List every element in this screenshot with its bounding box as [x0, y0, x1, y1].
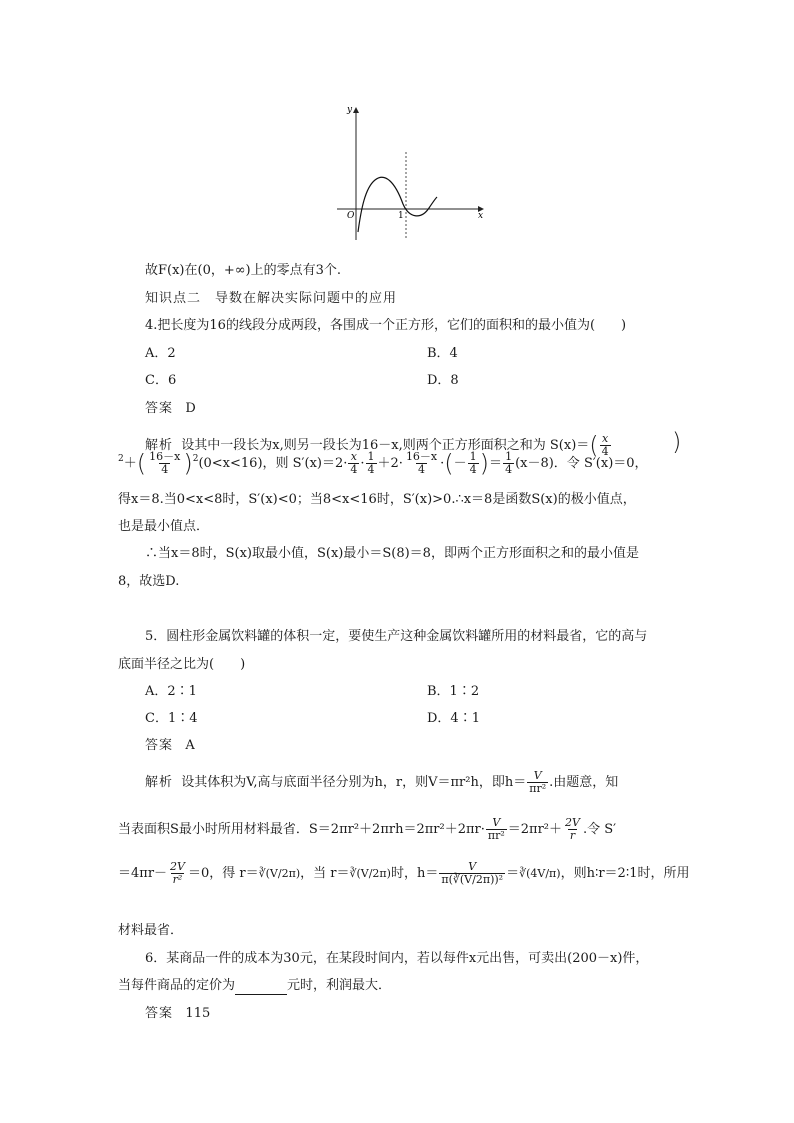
q4-analysis-line2: $^2$＋( $\frac{16-x}{4}$ )$^2$(0<x<16)，则 S′(x)＝2· $\frac{x}{4}$ · $\frac{1}{4}$ ＋2· $\frac{16-x}{4}$ ·(－ $\frac{1}{4}$ )＝ $\frac{1}{4}$ (x－8)．令 S′(x)＝0， — [118, 449, 648, 478]
q5-option-c: C．1∶4 — [145, 711, 198, 726]
frac-2V-over-r: $\frac{2V}{r}$ — [565, 816, 580, 842]
frac-2V-over-r2: $\frac{2V}{\text{r²}}$ — [170, 860, 185, 886]
frac-1-over-4-b: $\frac{1}{4}$ — [469, 450, 477, 476]
intro-conclusion: 故F(x)在(0，+∞)上的零点有3个. — [145, 263, 342, 278]
q4-analysis-line5: ∴当x＝8时，S(x)取最小值，S(x)最小＝S(8)＝8，即两个正方形面积之和的最小值是 — [145, 546, 639, 561]
frac-x-over-4-b: $\frac{x}{4}$ — [350, 450, 358, 476]
q5-answer-value: A — [185, 738, 195, 753]
q4-answer-value: D — [185, 401, 196, 416]
one-label: 1 — [398, 211, 404, 221]
q5-option-b: B．1∶2 — [427, 684, 480, 699]
q5-stem-2: 底面半径之比为( ) — [118, 657, 246, 672]
q5-analysis-line1: 解析 设其体积为V,高与底面半径分别为h，r，则V＝πr²h，即h＝ $\frac{V}{\text{πr²}}$ .由题意，知 — [145, 769, 619, 795]
frac-1-over-4: $\frac{1}{4}$ — [367, 450, 375, 476]
q4-analysis-line1: 解析 设其中一段长为x,则另一段长为16－x,则两个正方形面积之和为 S(x)＝( $\frac{x}{4}$ — [145, 431, 609, 460]
q5-analysis-line2: 当表面积S最小时所用材料最省．S＝2πr²＋2πrh＝2πr²＋2πr· $\frac{V}{\text{πr²}}$ ＝2πr²＋ $\frac{2V}{r}$ .令 S′ — [118, 816, 617, 842]
q4-option-b: B．4 — [427, 346, 458, 361]
q4-option-c: C．6 — [145, 373, 177, 388]
frac-V-over-pi-r2: $\frac{V}{\text{πr²}}$ — [529, 769, 547, 795]
q6-answer-label: 答案 — [145, 1006, 174, 1021]
x-axis-label: x — [478, 211, 484, 221]
frac-x-over-4: $\frac{x}{4}$ — [601, 432, 609, 458]
y-axis-arrow-icon — [353, 107, 359, 113]
q4-analysis-label: 解析 — [145, 438, 174, 453]
q6-answer — [145, 1005, 210, 1023]
q4-stem: 4.把长度为16的线段分成两段，各围成一个正方形，它们的面积和的最小值为( ) — [145, 318, 627, 333]
q5-option-a: A．2∶1 — [145, 684, 197, 699]
q5-stem-1: 5．圆柱形金属饮料罐的体积一定，要使生产这种金属饮料罐所用的材料最省，它的高与 — [145, 629, 648, 644]
q5-answer — [145, 737, 195, 755]
frac-V-over-pi-r2-b: $\frac{V}{\text{πr²}}$ — [487, 816, 505, 842]
q4-analysis-line4: 也是最小值点． — [118, 519, 210, 534]
q5-option-d: D．4∶1 — [427, 711, 480, 726]
q4-analysis-text1: 设其中一段长为x,则另一段长为16－x,则两个正方形面积之和为 S(x)＝ — [181, 438, 590, 453]
frac-16-minus-x-over-4: $\frac{16-x}{4}$ — [149, 450, 181, 476]
q4-answer-label: 答案 — [145, 401, 174, 416]
q4-right-paren: ) — [672, 428, 682, 456]
q6-stem-2: 当每件商品的定价为 元时，利润最大． — [118, 978, 392, 993]
q5-analysis-line4: 材料最省． — [118, 923, 184, 938]
q5-analysis-label: 解析 — [145, 775, 174, 790]
cbrt-4V-over-pi: ∛(4V/π) — [519, 867, 561, 880]
q6-answer-blank — [235, 980, 287, 995]
q6-stem-1: 6．某商品一件的成本为30元，在某段时间内，若以每件x元出售，可卖出(200－x)件， — [145, 951, 649, 966]
function-graph — [335, 100, 490, 245]
cbrt-V-over-2pi: ∛(V/2π) — [258, 867, 301, 880]
y-axis-label: y — [347, 105, 353, 115]
q5-analysis-line3: ＝4πr－ $\frac{2V}{\text{r²}}$ ＝0，得 r＝∛(V/2π)，当 r＝∛(V/2π)时，h＝ $\frac{V}{\text{π(∛(V/2π))²}}$ ＝∛(4V/π)，则h∶r＝2∶1时，所用 — [118, 860, 690, 886]
origin-label: O — [347, 211, 355, 221]
q5-answer-label: 答案 — [145, 738, 174, 753]
q4-analysis-line6: 8，故选D. — [118, 574, 180, 589]
frac-1-over-4-c: $\frac{1}{4}$ — [505, 450, 513, 476]
q4-answer — [145, 400, 196, 418]
frac-h-expression: $\frac{V}{\text{π(∛(V/2π))²}}$ — [441, 860, 504, 886]
q6-answer-value: 115 — [185, 1006, 211, 1021]
frac-16-minus-x-over-4-b: $\frac{16-x}{4}$ — [405, 450, 438, 476]
section-title: 知识点二 导数在解决实际问题中的应用 — [145, 291, 398, 306]
q4-option-d: D．8 — [427, 373, 459, 388]
q4-analysis-line3: 得x＝8.当0<x<8时，S′(x)<0；当8<x<16时，S′(x)>0.∴x＝8是函数S(x)的极小值点， — [118, 492, 636, 507]
function-curve — [358, 177, 437, 232]
cbrt-V-over-2pi-b: ∛(V/2π) — [349, 867, 391, 880]
q4-option-a: A．2 — [145, 346, 176, 361]
